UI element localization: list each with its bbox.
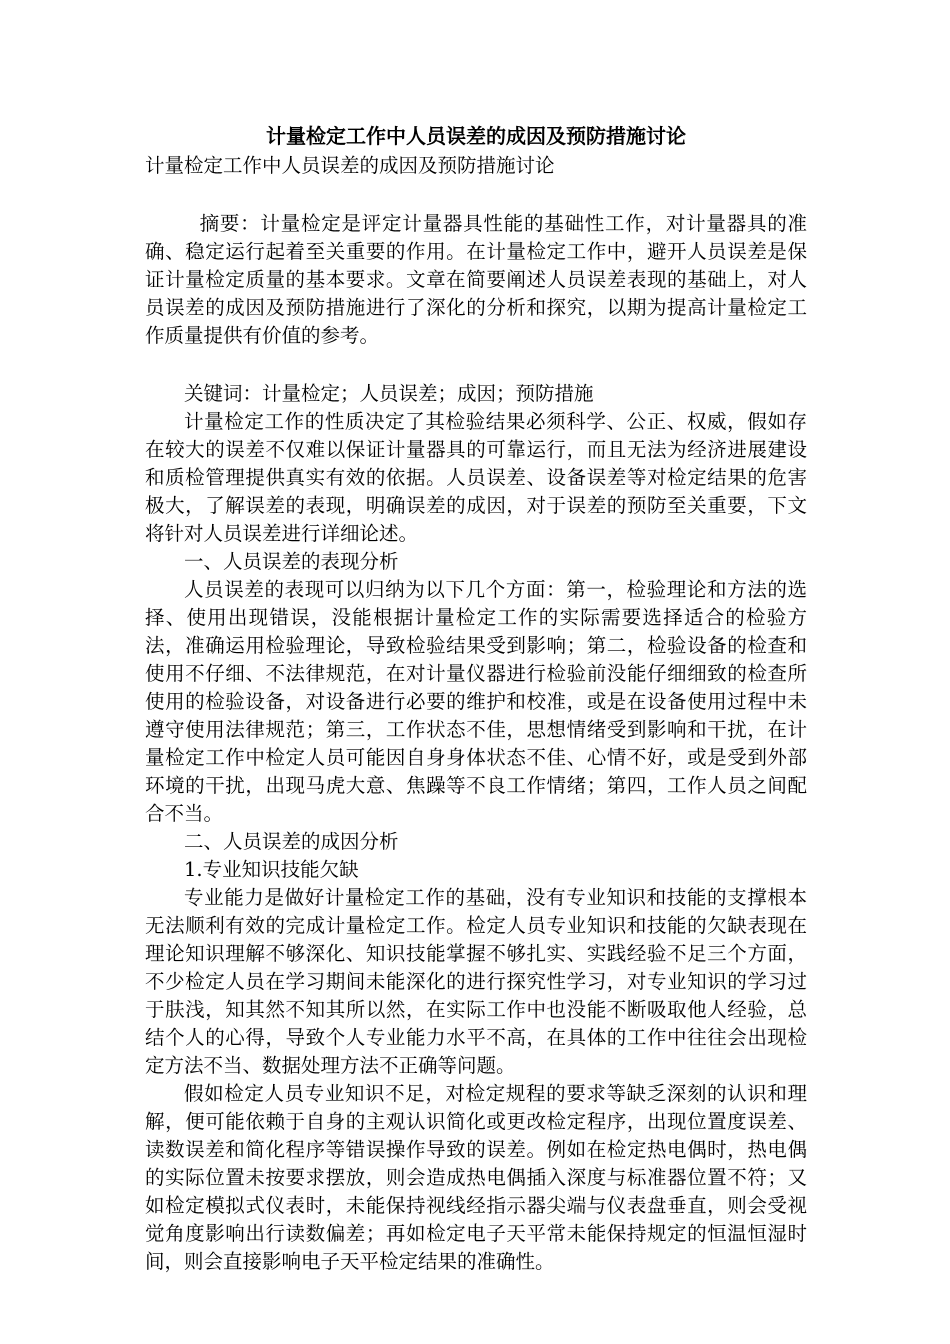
keywords-line: 关键词：计量检定；人员误差；成因；预防措施 [184, 382, 594, 405]
document-title: 计量检定工作中人员误差的成因及预防措施讨论 [266, 124, 686, 148]
section-1-heading: 一、人员误差的表现分析 [184, 550, 399, 573]
spacer [145, 180, 807, 210]
intro-paragraph: 计量检定工作的性质决定了其检验结果必须科学、公正、权威，假如存在较大的误差不仅难以保证计量器具的可靠运行，而且无法为经济进展建设和质检管理提供真实有效的依据。人员误差、设备误差等对检定结果的危害极大，了解误差的表现，明确误差的成因，对于误差的预防至关重要，下文将针对人员误差进行详细论述。 [145, 410, 807, 545]
section-1-paragraph: 人员误差的表现可以归纳为以下几个方面：第一，检验理论和方法的选择、使用出现错误，没能根据计量检定工作的实际需要选择适合的检验方法，准确运用检验理论，导致检验结果受到影响；第二，检验设备的检查和使用不仔细、不法律规范，在对计量仪器进行检验前没能仔细细致的检查所使用的检验设备，对设备进行必要的维护和校准，或是在设备使用过程中未遵守使用法律规范；第三，工作状态不佳，思想情绪受到影响和干扰，在计量检定工作中检定人员可能因自身身体状态不佳、心情不好，或是受到外部环境的干扰，出现马虎大意、焦躁等不良工作情绪；第四，工作人员之间配合不当。 [145, 578, 807, 825]
section-2-subheading-1: 1.专业知识技能欠缺 [184, 858, 359, 881]
abstract-paragraph: 摘要：计量检定是评定计量器具性能的基础性工作，对计量器具的准确、稳定运行起着至关重要的作用。在计量检定工作中，避开人员误差是保证计量检定质量的基本要求。文章在简要阐述人员误差表现的基础上，对人员误差的成因及预防措施进行了深化的分析和探究，以期为提高计量检定工作质量提供有价值的参考。 [145, 212, 807, 347]
document-subtitle: 计量检定工作中人员误差的成因及预防措施讨论 [145, 154, 555, 177]
section-2-paragraph-2: 假如检定人员专业知识不足，对检定规程的要求等缺乏深刻的认识和理解，便可能依赖于自身的主观认识简化或更改检定程序，出现位置度误差、读数误差和简化程序等错误操作导致的误差。例如在检定热电偶时，热电偶的实际位置未按要求摆放，则会造成热电偶插入深度与标准器位置不符；又如检定模拟式仪表时，未能保持视线经指示器尖端与仪表盘垂直，则会受视觉角度影响出行读数偏差；再如检定电子天平常未能保持规定的恒温恒湿时间，则会直接影响电子天平检定结果的准确性。 [145, 1082, 807, 1273]
section-2-paragraph-1: 专业能力是做好计量检定工作的基础，没有专业知识和技能的支撑根本无法顺利有效的完成计量检定工作。检定人员专业知识和技能的欠缺表现在理论知识理解不够深化、知识技能掌握不够扎实、实践经验不足三个方面，不少检定人员在学习期间未能深化的进行探究性学习，对专业知识的学习过于肤浅，知其然不知其所以然，在实际工作中也没能不断吸取他人经验，总结个人的心得，导致个人专业能力水平不高，在具体的工作中往往会出现检定方法不当、数据处理方法不正确等问题。 [145, 886, 807, 1077]
spacer [145, 350, 807, 380]
document-page [145, 120, 807, 1276]
section-2-heading: 二、人员误差的成因分析 [184, 830, 399, 853]
